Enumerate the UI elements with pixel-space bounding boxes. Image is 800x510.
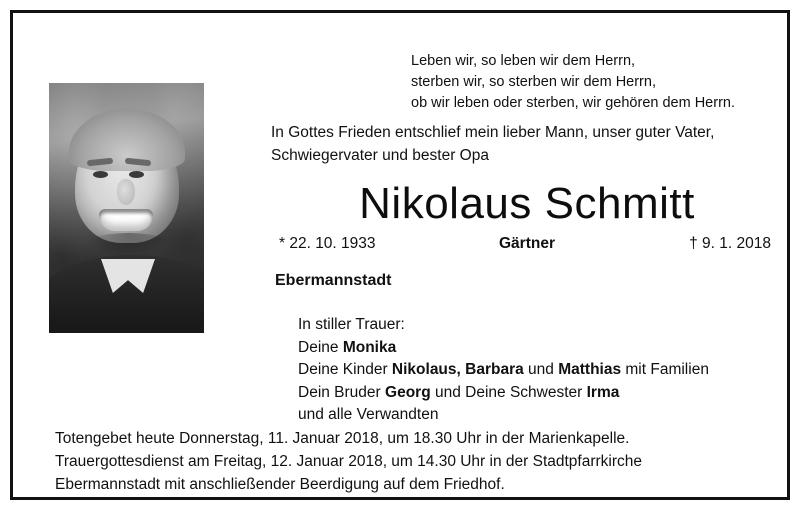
deceased-name: Nikolaus Schmitt — [359, 179, 695, 228]
notice-border — [10, 10, 790, 500]
service-line-3: Ebermannstadt mit anschließender Beerdigung auf dem Friedhof. — [55, 476, 505, 493]
mourner-line-2 — [298, 359, 788, 382]
profession-label: Gärtner — [499, 235, 555, 252]
verse-line-3: ob wir leben oder sterben, wir gehören dem Herrn. — [411, 95, 735, 111]
mourners-block — [298, 314, 788, 427]
life-dates — [271, 235, 783, 257]
mourner-3-prefix: Dein Bruder — [298, 383, 386, 401]
intro-line-2: Schwiegervater und bester Opa — [271, 147, 489, 164]
service-line-2: Trauergottesdienst am Freitag, 12. Januar 2018, um 14.30 Uhr in der Stadtpfarrkirche — [55, 453, 643, 470]
portrait-photo — [49, 83, 204, 333]
intro-text — [271, 121, 783, 167]
photo-eye-left — [93, 171, 108, 178]
verse-line-2: sterben wir, so sterben wir dem Herrn, — [411, 74, 656, 90]
memorial-verse — [411, 51, 783, 114]
mourner-1-prefix: Deine — [298, 338, 343, 356]
intro-line-1: In Gottes Frieden entschlief mein lieber Mann, unser guter Vater, — [271, 124, 715, 141]
photo-chin-shadow — [85, 233, 171, 257]
photo-smile — [99, 209, 153, 231]
verse-line-1: Leben wir, so leben wir dem Herrn, — [411, 53, 636, 69]
place-name: Ebermannstadt — [275, 272, 392, 289]
mourner-2-name-a: Nikolaus, Barbara — [391, 361, 524, 378]
mourner-2-suffix: mit Familien — [621, 361, 709, 378]
mourner-line-3 — [298, 382, 788, 405]
photo-eye-right — [129, 171, 144, 178]
mourner-line-4: und alle Verwandten — [298, 406, 439, 423]
mourner-line-1 — [298, 337, 788, 360]
birth-date: * 22. 10. 1933 — [279, 235, 376, 252]
death-date: † 9. 1. 2018 — [689, 235, 771, 252]
photo-nose — [117, 179, 135, 205]
mourner-3-name-b: Irma — [586, 383, 620, 401]
mourner-3-name-a: Georg — [385, 383, 431, 401]
mourner-2-name-b: Matthias — [558, 361, 622, 378]
mourner-1-name: Monika — [342, 338, 397, 356]
mourning-heading: In stiller Trauer: — [298, 316, 405, 333]
mourner-3-mid: und Deine Schwester — [430, 383, 587, 401]
notice-content — [13, 13, 787, 497]
service-details — [55, 427, 773, 496]
mourner-2-mid: und — [523, 361, 559, 378]
mourner-2-prefix: Deine Kinder — [298, 361, 392, 378]
service-line-1: Totengebet heute Donnerstag, 11. Januar 2018, um 18.30 Uhr in der Marienkapelle. — [55, 430, 630, 447]
